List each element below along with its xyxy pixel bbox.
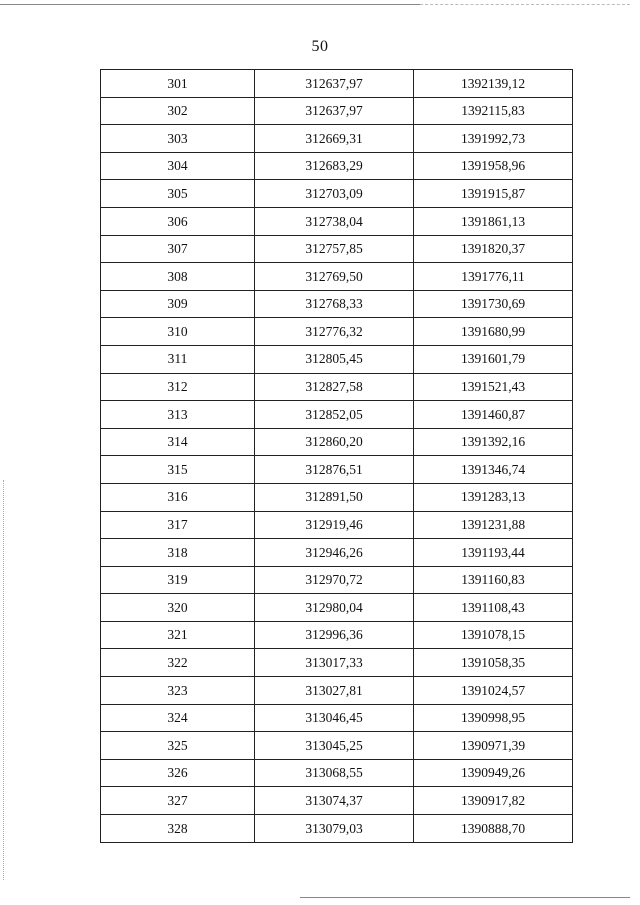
- table-row: [101, 759, 573, 787]
- x-coordinate-cell: 312805,45: [255, 345, 414, 373]
- x-coordinate-cell: 312703,09: [255, 180, 414, 208]
- table-row: [101, 677, 573, 705]
- point-number-cell: 301: [101, 70, 255, 98]
- point-number-cell: 324: [101, 704, 255, 732]
- y-coordinate-cell: 1391160,83: [414, 566, 573, 594]
- y-coordinate-cell: 1391776,11: [414, 263, 573, 291]
- point-number-cell: 302: [101, 97, 255, 125]
- table-row: [101, 511, 573, 539]
- x-coordinate-cell: 312827,58: [255, 373, 414, 401]
- scan-edge-bottom: [300, 897, 630, 898]
- x-coordinate-cell: 312852,05: [255, 401, 414, 429]
- point-number-cell: 314: [101, 428, 255, 456]
- x-coordinate-cell: 312996,36: [255, 621, 414, 649]
- y-coordinate-cell: 1390998,95: [414, 704, 573, 732]
- x-coordinate-cell: 312637,97: [255, 70, 414, 98]
- x-coordinate-cell: 313068,55: [255, 759, 414, 787]
- point-number-cell: 313: [101, 401, 255, 429]
- point-number-cell: 305: [101, 180, 255, 208]
- table-row: [101, 318, 573, 346]
- y-coordinate-cell: 1391024,57: [414, 677, 573, 705]
- coordinates-table-body: [101, 70, 573, 843]
- table-row: [101, 373, 573, 401]
- point-number-cell: 321: [101, 621, 255, 649]
- point-number-cell: 327: [101, 787, 255, 815]
- point-number-cell: 306: [101, 207, 255, 235]
- y-coordinate-cell: 1390971,39: [414, 732, 573, 760]
- y-coordinate-cell: 1392115,83: [414, 97, 573, 125]
- point-number-cell: 304: [101, 152, 255, 180]
- table-row: [101, 539, 573, 567]
- x-coordinate-cell: 313079,03: [255, 815, 414, 843]
- table-row: [101, 456, 573, 484]
- table-row: [101, 594, 573, 622]
- x-coordinate-cell: 312919,46: [255, 511, 414, 539]
- x-coordinate-cell: 313046,45: [255, 704, 414, 732]
- point-number-cell: 319: [101, 566, 255, 594]
- table-row: [101, 815, 573, 843]
- y-coordinate-cell: 1391861,13: [414, 207, 573, 235]
- y-coordinate-cell: 1392139,12: [414, 70, 573, 98]
- x-coordinate-cell: 312669,31: [255, 125, 414, 153]
- x-coordinate-cell: 312860,20: [255, 428, 414, 456]
- scan-edge-top-right: [420, 4, 630, 5]
- point-number-cell: 311: [101, 345, 255, 373]
- point-number-cell: 325: [101, 732, 255, 760]
- table-row: [101, 125, 573, 153]
- y-coordinate-cell: 1391108,43: [414, 594, 573, 622]
- x-coordinate-cell: 312757,85: [255, 235, 414, 263]
- x-coordinate-cell: 312683,29: [255, 152, 414, 180]
- x-coordinate-cell: 312891,50: [255, 483, 414, 511]
- table-row: [101, 345, 573, 373]
- y-coordinate-cell: 1390917,82: [414, 787, 573, 815]
- y-coordinate-cell: 1391460,87: [414, 401, 573, 429]
- table-row: [101, 97, 573, 125]
- y-coordinate-cell: 1391601,79: [414, 345, 573, 373]
- x-coordinate-cell: 312776,32: [255, 318, 414, 346]
- y-coordinate-cell: 1391820,37: [414, 235, 573, 263]
- table-row: [101, 483, 573, 511]
- y-coordinate-cell: 1391346,74: [414, 456, 573, 484]
- table-row: [101, 207, 573, 235]
- y-coordinate-cell: 1390888,70: [414, 815, 573, 843]
- y-coordinate-cell: 1391915,87: [414, 180, 573, 208]
- point-number-cell: 316: [101, 483, 255, 511]
- table-row: [101, 235, 573, 263]
- x-coordinate-cell: 312768,33: [255, 290, 414, 318]
- x-coordinate-cell: 313027,81: [255, 677, 414, 705]
- table-row: [101, 290, 573, 318]
- table-row: [101, 621, 573, 649]
- y-coordinate-cell: 1391193,44: [414, 539, 573, 567]
- point-number-cell: 315: [101, 456, 255, 484]
- x-coordinate-cell: 312946,26: [255, 539, 414, 567]
- point-number-cell: 309: [101, 290, 255, 318]
- table-row: [101, 732, 573, 760]
- x-coordinate-cell: 313017,33: [255, 649, 414, 677]
- point-number-cell: 328: [101, 815, 255, 843]
- point-number-cell: 318: [101, 539, 255, 567]
- y-coordinate-cell: 1391680,99: [414, 318, 573, 346]
- y-coordinate-cell: 1391730,69: [414, 290, 573, 318]
- table-row: [101, 649, 573, 677]
- x-coordinate-cell: 312769,50: [255, 263, 414, 291]
- scan-edge-top: [0, 4, 420, 5]
- x-coordinate-cell: 313074,37: [255, 787, 414, 815]
- table-row: [101, 263, 573, 291]
- point-number-cell: 303: [101, 125, 255, 153]
- point-number-cell: 308: [101, 263, 255, 291]
- x-coordinate-cell: 313045,25: [255, 732, 414, 760]
- table-row: [101, 152, 573, 180]
- x-coordinate-cell: 312876,51: [255, 456, 414, 484]
- table-row: [101, 428, 573, 456]
- y-coordinate-cell: 1391283,13: [414, 483, 573, 511]
- y-coordinate-cell: 1391992,73: [414, 125, 573, 153]
- point-number-cell: 323: [101, 677, 255, 705]
- x-coordinate-cell: 312738,04: [255, 207, 414, 235]
- point-number-cell: 320: [101, 594, 255, 622]
- table-row: [101, 566, 573, 594]
- point-number-cell: 312: [101, 373, 255, 401]
- y-coordinate-cell: 1391392,16: [414, 428, 573, 456]
- scan-edge-left: [3, 480, 4, 880]
- y-coordinate-cell: 1391958,96: [414, 152, 573, 180]
- y-coordinate-cell: 1391231,88: [414, 511, 573, 539]
- table-row: [101, 401, 573, 429]
- table-row: [101, 704, 573, 732]
- point-number-cell: 322: [101, 649, 255, 677]
- table-row: [101, 787, 573, 815]
- y-coordinate-cell: 1391521,43: [414, 373, 573, 401]
- page-number: 50: [311, 38, 329, 55]
- coordinates-table: [100, 69, 573, 843]
- point-number-cell: 307: [101, 235, 255, 263]
- y-coordinate-cell: 1391058,35: [414, 649, 573, 677]
- y-coordinate-cell: 1390949,26: [414, 759, 573, 787]
- table-row: [101, 70, 573, 98]
- point-number-cell: 310: [101, 318, 255, 346]
- table-row: [101, 180, 573, 208]
- x-coordinate-cell: 312637,97: [255, 97, 414, 125]
- point-number-cell: 317: [101, 511, 255, 539]
- x-coordinate-cell: 312980,04: [255, 594, 414, 622]
- y-coordinate-cell: 1391078,15: [414, 621, 573, 649]
- x-coordinate-cell: 312970,72: [255, 566, 414, 594]
- point-number-cell: 326: [101, 759, 255, 787]
